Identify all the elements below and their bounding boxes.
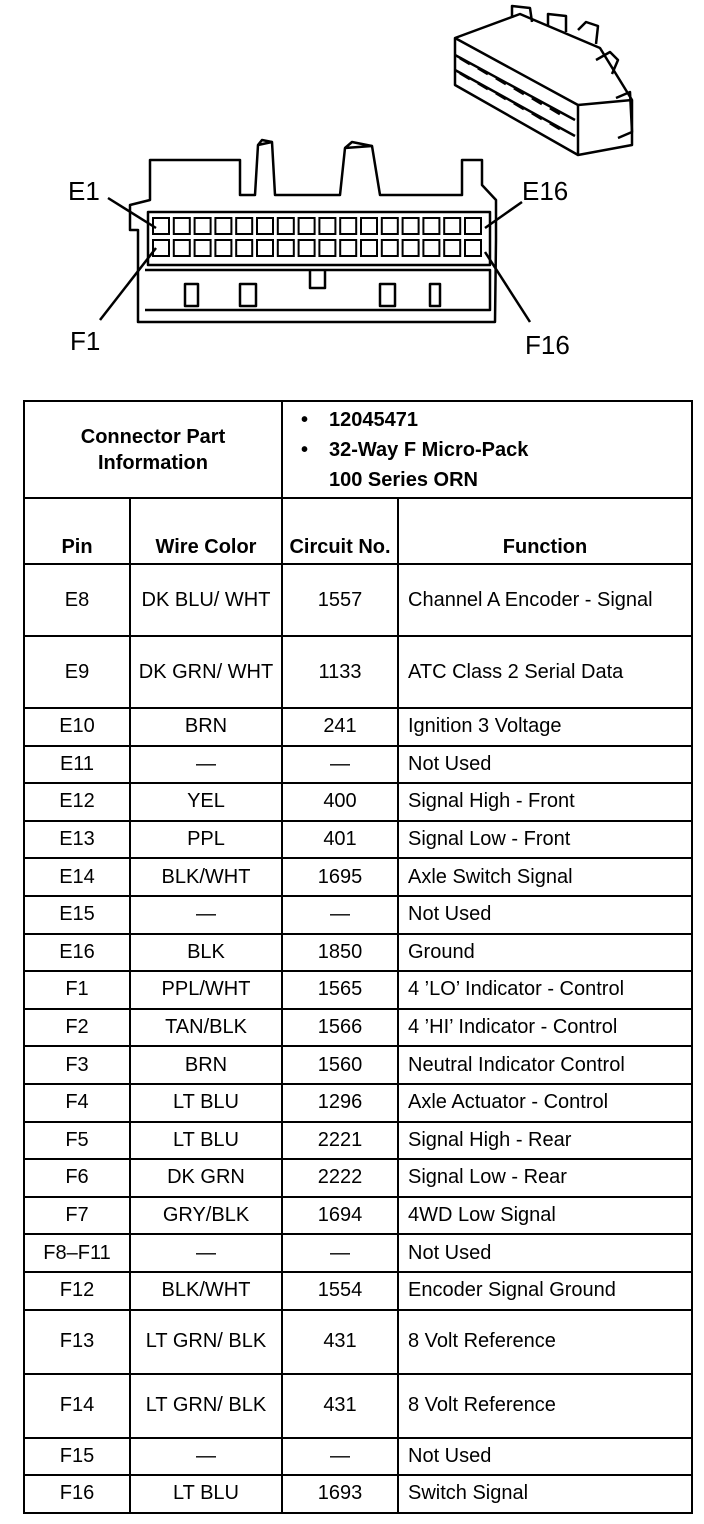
circuit-cell: — — [282, 1234, 398, 1272]
function-cell: 8 Volt Reference — [398, 1374, 692, 1438]
pin-cell: E15 — [24, 896, 130, 934]
pin-cell: E12 — [24, 783, 130, 821]
function-cell: 8 Volt Reference — [398, 1310, 692, 1374]
function-cell: Encoder Signal Ground — [398, 1272, 692, 1310]
wire-color-cell: DK BLU/ WHT — [130, 564, 282, 636]
pinout-header-row — [24, 498, 692, 564]
circuit-cell: 1296 — [282, 1084, 398, 1122]
wire-color-cell: LT GRN/ BLK — [130, 1310, 282, 1374]
pin-cell: F7 — [24, 1197, 130, 1235]
table-row — [24, 636, 692, 708]
connector-part-info — [23, 400, 693, 499]
circuit-cell: 1850 — [282, 934, 398, 972]
header-wire-color: Wire Color — [130, 498, 282, 564]
circuit-cell: 1693 — [282, 1475, 398, 1513]
part-info-values — [282, 401, 692, 498]
wire-color-cell: TAN/BLK — [130, 1009, 282, 1047]
pinout-body — [24, 564, 692, 1513]
wire-color-cell: YEL — [130, 783, 282, 821]
function-cell: ATC Class 2 Serial Data — [398, 636, 692, 708]
table-row — [24, 1122, 692, 1160]
table-row — [24, 1272, 692, 1310]
function-cell: 4 ’HI’ Indicator - Control — [398, 1009, 692, 1047]
pin-cell: F6 — [24, 1159, 130, 1197]
function-cell: Not Used — [398, 1438, 692, 1476]
function-cell: Ground — [398, 934, 692, 972]
pin-cell: F5 — [24, 1122, 130, 1160]
circuit-cell: 241 — [282, 708, 398, 746]
connector-front-view — [130, 140, 496, 322]
pin-cell: E8 — [24, 564, 130, 636]
header-function: Function — [398, 498, 692, 564]
table-row — [24, 746, 692, 784]
part-number-line — [301, 405, 691, 435]
function-cell: Not Used — [398, 746, 692, 784]
circuit-cell: 1133 — [282, 636, 398, 708]
circuit-cell: 1557 — [282, 564, 398, 636]
label-e16: E16 — [522, 176, 569, 206]
circuit-cell: 431 — [282, 1310, 398, 1374]
label-f1: F1 — [70, 326, 101, 356]
function-cell: Not Used — [398, 896, 692, 934]
wire-color-cell: LT GRN/ BLK — [130, 1374, 282, 1438]
table-row — [24, 1310, 692, 1374]
wire-color-cell: DK GRN/ WHT — [130, 636, 282, 708]
pin-cell: E13 — [24, 821, 130, 859]
pin-cell: F14 — [24, 1374, 130, 1438]
pin-cell: E9 — [24, 636, 130, 708]
circuit-cell: 2221 — [282, 1122, 398, 1160]
circuit-cell: 431 — [282, 1374, 398, 1438]
part-description: 32-Way F Micro-Pack 100 Series ORN — [329, 438, 529, 491]
pin-cell: F13 — [24, 1310, 130, 1374]
wire-color-cell: BLK — [130, 934, 282, 972]
pin-cell: F8–F11 — [24, 1234, 130, 1272]
wire-color-cell: LT BLU — [130, 1122, 282, 1160]
wire-color-cell: BRN — [130, 708, 282, 746]
function-cell: Signal Low - Front — [398, 821, 692, 859]
wire-color-cell: LT BLU — [130, 1475, 282, 1513]
pinout-table — [23, 497, 693, 1514]
circuit-cell: 400 — [282, 783, 398, 821]
table-row — [24, 1084, 692, 1122]
table-row — [24, 821, 692, 859]
pin-cell: F15 — [24, 1438, 130, 1476]
circuit-cell: 1566 — [282, 1009, 398, 1047]
table-row — [24, 934, 692, 972]
wire-color-cell: BLK/WHT — [130, 858, 282, 896]
header-circuit-no: Circuit No. — [282, 498, 398, 564]
wire-color-cell: PPL — [130, 821, 282, 859]
wire-color-cell: DK GRN — [130, 1159, 282, 1197]
wire-color-cell: BRN — [130, 1046, 282, 1084]
table-row — [24, 971, 692, 1009]
connector-3d-illustration — [455, 6, 632, 155]
bullet-icon: • — [301, 408, 309, 431]
pin-cell: F1 — [24, 971, 130, 1009]
circuit-cell: 1694 — [282, 1197, 398, 1235]
circuit-cell: — — [282, 896, 398, 934]
pin-cell: E10 — [24, 708, 130, 746]
part-number: 12045471 — [329, 408, 418, 431]
table-row — [24, 1009, 692, 1047]
part-info-label: Connector Part Information — [24, 401, 282, 498]
function-cell: Signal High - Front — [398, 783, 692, 821]
table-row — [24, 564, 692, 636]
pin-cell: F12 — [24, 1272, 130, 1310]
connector-diagram — [0, 0, 704, 380]
function-cell: Axle Switch Signal — [398, 858, 692, 896]
circuit-cell: 2222 — [282, 1159, 398, 1197]
wire-color-cell: BLK/WHT — [130, 1272, 282, 1310]
function-cell: Ignition 3 Voltage — [398, 708, 692, 746]
table-row — [24, 1374, 692, 1438]
circuit-cell: 1565 — [282, 971, 398, 1009]
wire-color-cell: PPL/WHT — [130, 971, 282, 1009]
pin-cell: F4 — [24, 1084, 130, 1122]
table-row — [24, 1197, 692, 1235]
table-row — [24, 1234, 692, 1272]
function-cell: Signal High - Rear — [398, 1122, 692, 1160]
table-row — [24, 1475, 692, 1513]
pin-cell: F2 — [24, 1009, 130, 1047]
pin-cell: E11 — [24, 746, 130, 784]
part-description-line — [301, 435, 691, 495]
function-cell: 4 ’LO’ Indicator - Control — [398, 971, 692, 1009]
circuit-cell: 1560 — [282, 1046, 398, 1084]
table-row — [24, 708, 692, 746]
function-cell: Signal Low - Rear — [398, 1159, 692, 1197]
header-pin: Pin — [24, 498, 130, 564]
wire-color-cell: — — [130, 896, 282, 934]
function-cell: Switch Signal — [398, 1475, 692, 1513]
circuit-cell: 1695 — [282, 858, 398, 896]
function-cell: 4WD Low Signal — [398, 1197, 692, 1235]
table-row — [24, 1438, 692, 1476]
table-row — [24, 783, 692, 821]
table-row — [24, 1159, 692, 1197]
table-row — [24, 1046, 692, 1084]
function-cell: Channel A Encoder - Signal — [398, 564, 692, 636]
pin-cell: E14 — [24, 858, 130, 896]
table-row — [24, 896, 692, 934]
wire-color-cell: — — [130, 746, 282, 784]
pin-cell: F3 — [24, 1046, 130, 1084]
table-row — [24, 858, 692, 896]
bullet-icon: • — [301, 438, 309, 461]
function-cell: Neutral Indicator Control — [398, 1046, 692, 1084]
label-f16: F16 — [525, 330, 570, 360]
function-cell: Not Used — [398, 1234, 692, 1272]
circuit-cell: 1554 — [282, 1272, 398, 1310]
pin-cell: E16 — [24, 934, 130, 972]
circuit-cell: — — [282, 1438, 398, 1476]
wire-color-cell: LT BLU — [130, 1084, 282, 1122]
circuit-cell: 401 — [282, 821, 398, 859]
function-cell: Axle Actuator - Control — [398, 1084, 692, 1122]
label-e1: E1 — [68, 176, 100, 206]
wire-color-cell: — — [130, 1234, 282, 1272]
circuit-cell: — — [282, 746, 398, 784]
wire-color-cell: — — [130, 1438, 282, 1476]
wire-color-cell: GRY/BLK — [130, 1197, 282, 1235]
pin-cell: F16 — [24, 1475, 130, 1513]
